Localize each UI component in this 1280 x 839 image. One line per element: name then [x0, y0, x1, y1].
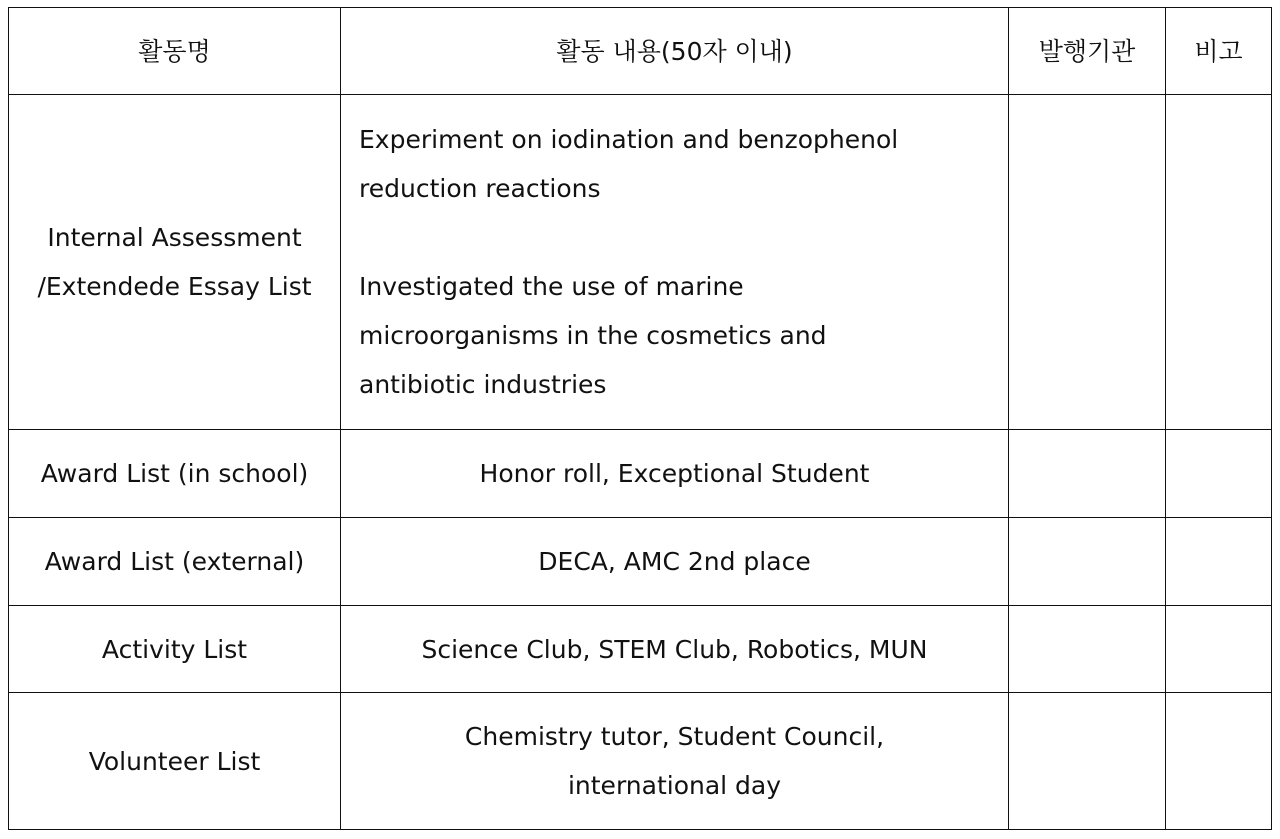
issuer-cell	[1009, 430, 1166, 518]
note-cell	[1166, 693, 1272, 830]
content-line: Chemistry tutor, Student Council,	[464, 722, 885, 751]
header-note: 비고	[1166, 8, 1272, 95]
content-line: international day	[567, 771, 782, 800]
content-line: antibiotic industries	[359, 370, 607, 399]
activity-content-cell	[341, 693, 1009, 830]
table-row	[9, 430, 1272, 518]
activity-name-line: Internal Assessment	[47, 223, 302, 252]
note-cell	[1166, 606, 1272, 693]
header-row	[9, 8, 1272, 95]
note-cell	[1166, 518, 1272, 606]
issuer-cell	[1009, 606, 1166, 693]
activity-name-cell: Activity List	[9, 606, 341, 693]
issuer-cell	[1009, 95, 1166, 430]
content-line: Experiment on iodination and benzophenol	[359, 125, 899, 154]
activity-content-cell	[341, 95, 1009, 430]
header-issuer: 발행기관	[1009, 8, 1166, 95]
activity-table	[8, 7, 1272, 830]
content-line: Investigated the use of marine	[359, 272, 744, 301]
table-row	[9, 95, 1272, 430]
note-cell	[1166, 95, 1272, 430]
activity-content-cell: Science Club, STEM Club, Robotics, MUN	[341, 606, 1009, 693]
table-row	[9, 693, 1272, 830]
activity-name-cell: Award List (in school)	[9, 430, 341, 518]
issuer-cell	[1009, 693, 1166, 830]
activity-content-cell: Honor roll, Exceptional Student	[341, 430, 1009, 518]
activity-name-cell: Volunteer List	[9, 693, 341, 830]
table-row	[9, 518, 1272, 606]
table-row	[9, 606, 1272, 693]
activity-name-cell	[9, 95, 341, 430]
activity-content-cell: DECA, AMC 2nd place	[341, 518, 1009, 606]
activity-name-cell: Award List (external)	[9, 518, 341, 606]
note-cell	[1166, 430, 1272, 518]
issuer-cell	[1009, 518, 1166, 606]
content-line: reduction reactions	[359, 174, 601, 203]
header-activity-name: 활동명	[9, 8, 341, 95]
content-line: microorganisms in the cosmetics and	[359, 321, 827, 350]
activity-name-line: /Extendede Essay List	[37, 272, 312, 301]
header-activity-content: 활동 내용(50자 이내)	[341, 8, 1009, 95]
